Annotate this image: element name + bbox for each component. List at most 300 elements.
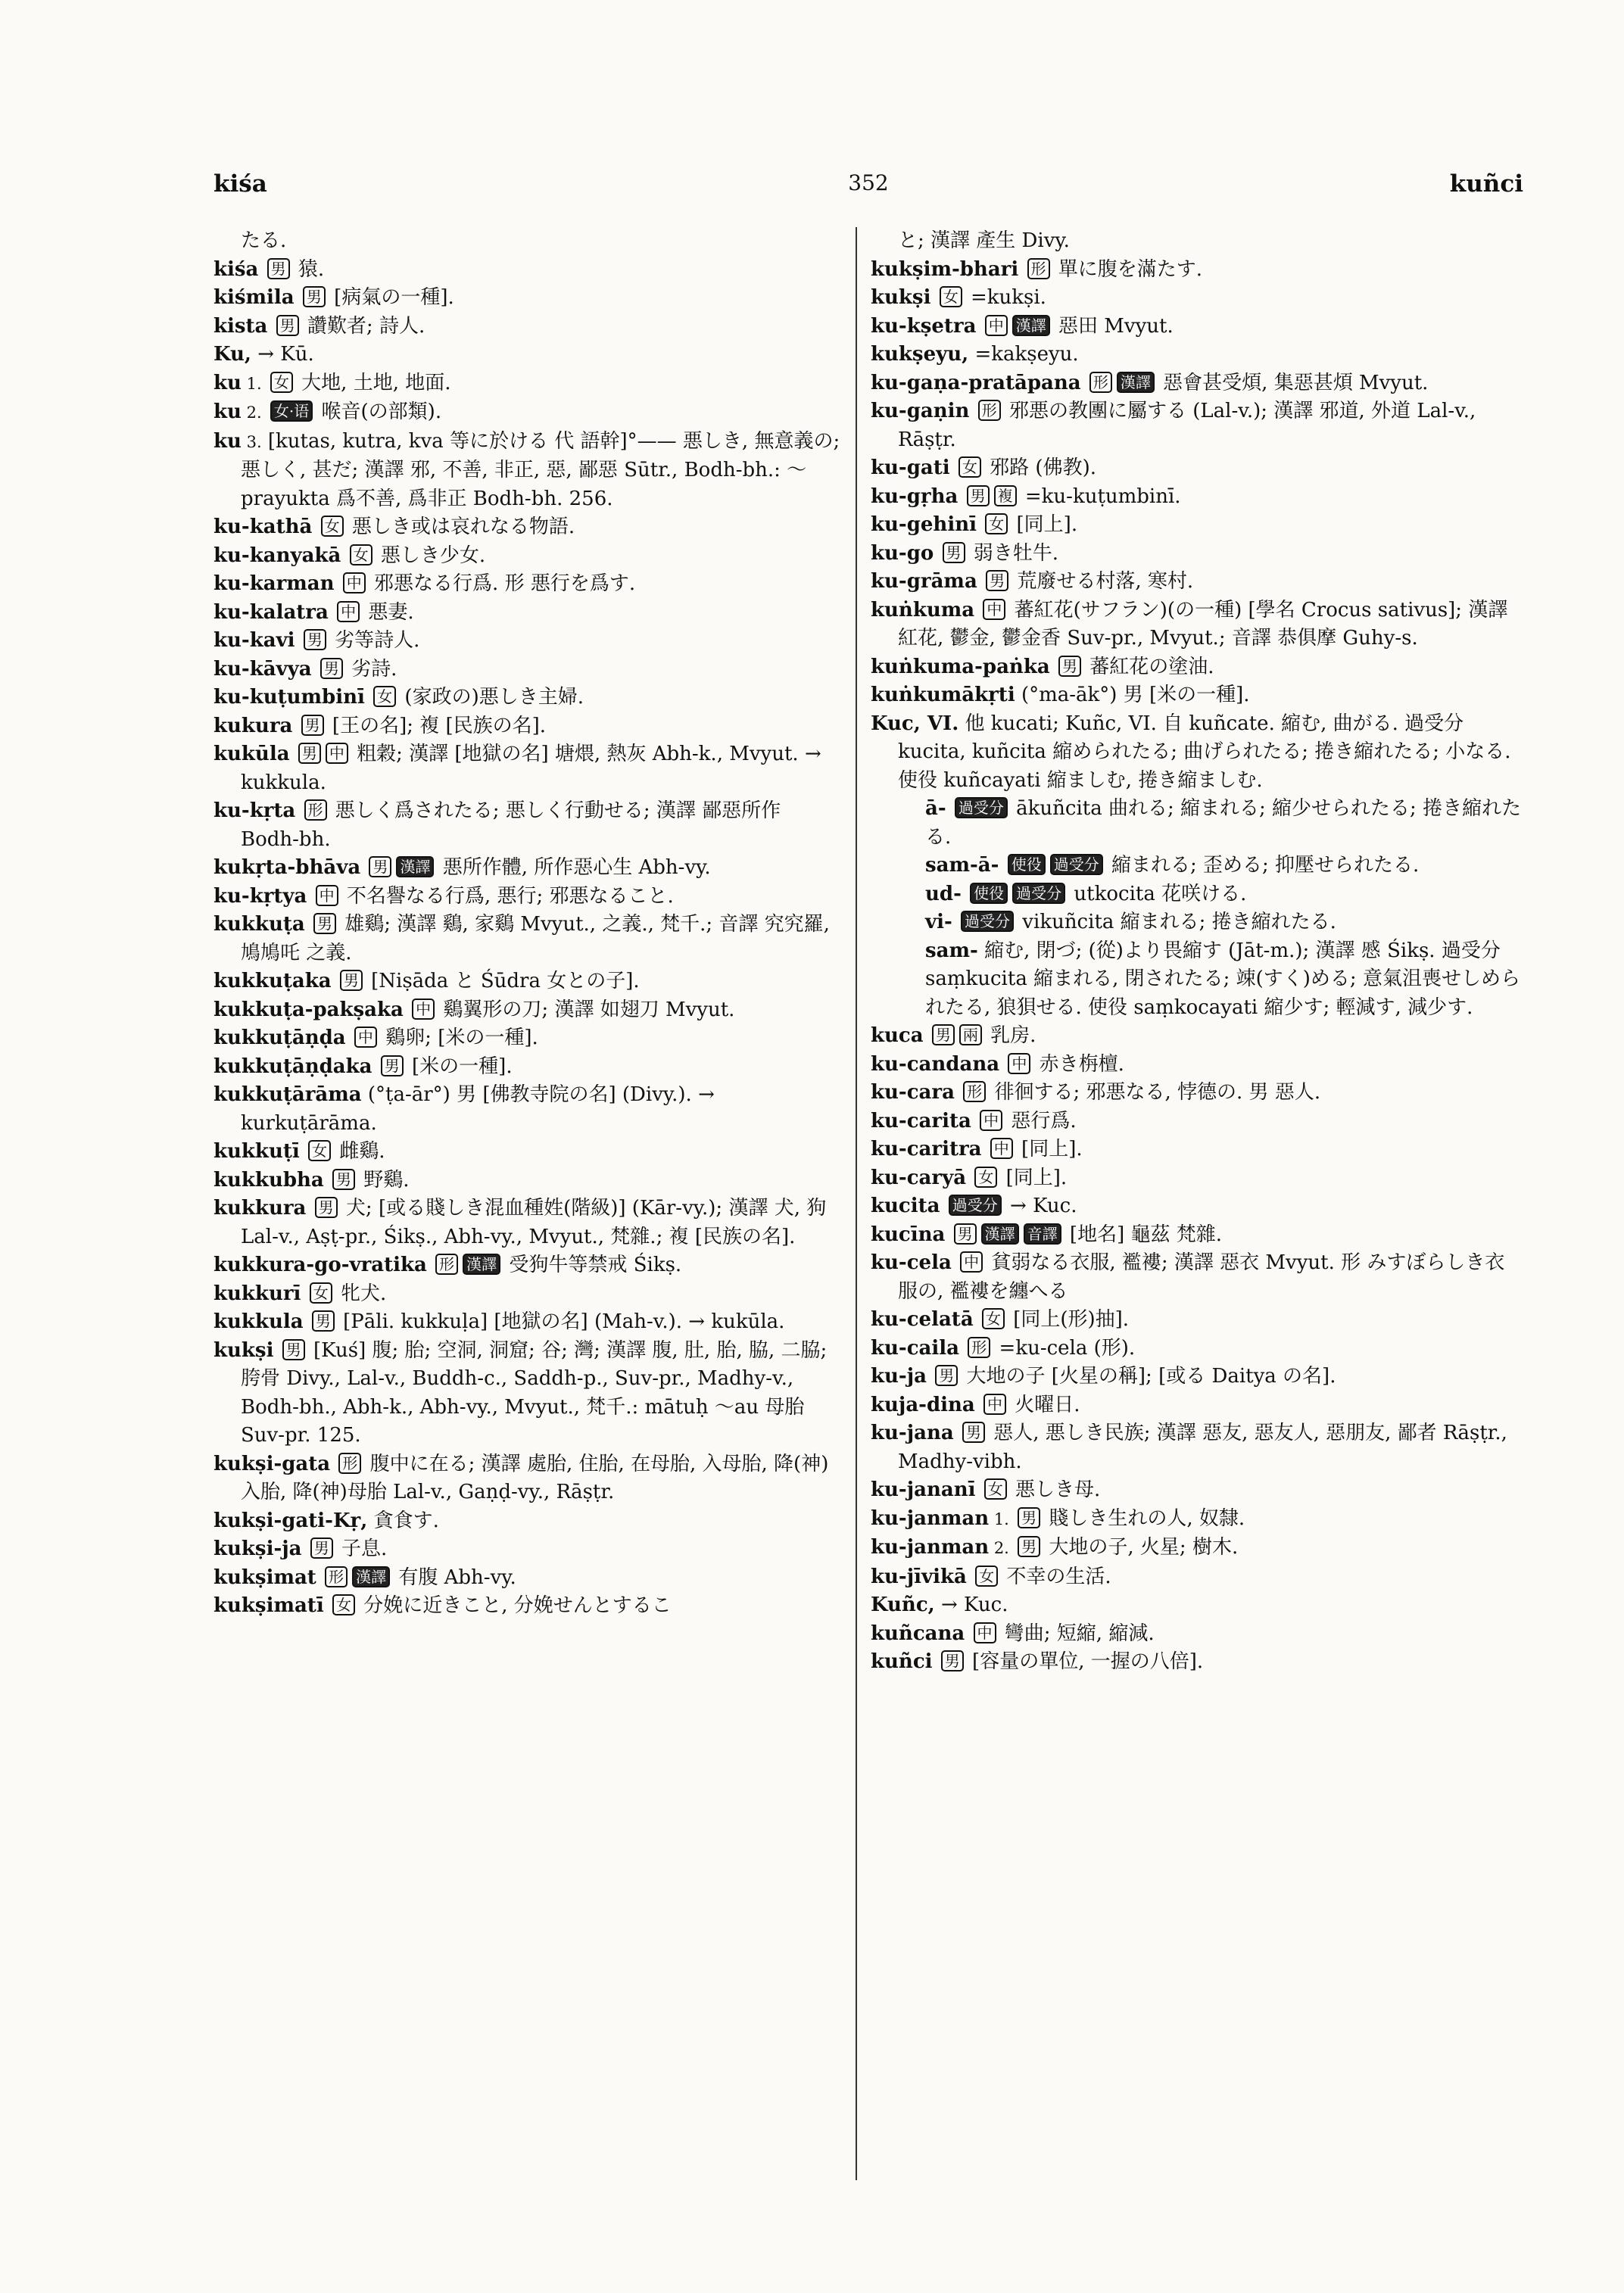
dictionary-entry <box>214 1053 842 1082</box>
dictionary-entry <box>871 1419 1522 1476</box>
dictionary-entry <box>214 1450 842 1507</box>
grammar-tag: 男 <box>1018 1536 1040 1557</box>
headword: ku-gaṇa-pratāpana <box>871 371 1081 394</box>
grammar-tag: 女·语 <box>270 400 313 422</box>
grammar-tag: 男 <box>276 315 299 336</box>
definition: 子息. <box>335 1537 388 1560</box>
definition: [王の名]; 複 [民族の名]. <box>326 714 547 737</box>
dictionary-entry <box>871 908 1522 937</box>
grammar-tag: 使役 <box>1008 854 1046 875</box>
dictionary-entry <box>871 284 1522 313</box>
grammar-tag: 男 <box>282 1339 305 1360</box>
grammar-tag: 男 <box>932 1024 955 1045</box>
definition: 犬; [或る賤しき混血種姓(階級)] (Kār-vy.); 漢譯 犬, 狗 Lal-v., Aṣṭ-pr., Śikṣ., Abh-vy., Mvyut., 梵雜.; 複 [民族の名]. <box>241 1197 827 1248</box>
dictionary-entry <box>871 227 1522 256</box>
definition: 牝犬. <box>334 1282 387 1305</box>
dictionary-entry <box>871 397 1522 454</box>
grammar-tag: 男 <box>332 1169 355 1190</box>
dictionary-entry <box>214 854 842 883</box>
headword: ku-cela <box>871 1251 952 1274</box>
definition: 有腹 Abh-vy. <box>392 1566 516 1589</box>
dictionary-entry <box>214 599 842 628</box>
grammar-tag: 男 <box>313 913 336 934</box>
grammar-tag: 男 <box>369 856 391 877</box>
definition: =kakṣeyu. <box>974 343 1079 366</box>
dictionary-entry <box>214 542 842 571</box>
headword: kukkuṭāṇḍaka <box>214 1055 372 1078</box>
headword: kukura <box>214 714 293 737</box>
dictionary-entry <box>871 568 1522 597</box>
definition: 惡田 Mvyut. <box>1052 314 1174 338</box>
dictionary-entry <box>214 369 842 399</box>
headword: kuñci <box>871 1650 933 1673</box>
dictionary-entry <box>871 540 1522 569</box>
headword: kukkuṭa <box>214 913 305 936</box>
headword: kukṛta-bhāva <box>214 856 361 879</box>
grammar-tag: 男 <box>381 1055 404 1076</box>
definition: 惡會甚受煩, 集惡甚煩 Mvyut. <box>1156 371 1429 394</box>
grammar-tag: 形 <box>968 1337 990 1358</box>
running-head-left: kiśa <box>214 170 267 198</box>
dictionary-entry <box>871 1363 1522 1391</box>
headword: kukṣi-ja <box>214 1537 302 1560</box>
headword: ku-grāma <box>871 570 977 593</box>
dictionary-entry <box>214 398 842 428</box>
grammar-tag: 中 <box>974 1622 996 1643</box>
grammar-tag: 女 <box>984 1478 1007 1500</box>
definition: vikuñcita 縮まれる; 捲き縮れたる. <box>1016 911 1336 933</box>
dictionary-entry <box>214 1535 842 1564</box>
grammar-tag: 男 <box>986 570 1008 591</box>
dictionary-entry <box>871 852 1522 880</box>
definition: 不名譽なる行爲, 悪行; 邪悪なること. <box>340 884 674 908</box>
headword: ku-kṣetra <box>871 314 977 338</box>
dictionary-entry <box>214 1024 842 1053</box>
grammar-tag: 男 <box>1018 1507 1040 1528</box>
definition: [kutas, kutra, kva 等に於ける 代 語幹]°—— 悪しき, 無意義の; 悪しく, 甚だ; 漢譯 邪, 不善, 非正, 惡, 鄙惡 Sūtr., Bodh-bh.: 〜prayukta 爲不善, 爲非正 Bodh-bh. 256. <box>241 429 840 510</box>
grammar-tag: 形 <box>325 1566 348 1587</box>
grammar-tag: 形 <box>1089 372 1112 393</box>
grammar-tag: 中 <box>412 999 435 1020</box>
headword: ku-gṛha <box>871 484 959 508</box>
definition: 乳房. <box>983 1024 1036 1047</box>
dictionary-entry <box>871 1164 1522 1193</box>
dictionary-entry <box>871 1620 1522 1649</box>
grammar-tag: 女 <box>350 544 372 565</box>
headword: kuṅkuma-paṅka <box>871 655 1050 678</box>
grammar-tag: 男 <box>340 970 363 991</box>
headword: ku-kathā <box>214 516 313 538</box>
headword: ku-candana <box>871 1052 1000 1076</box>
headword: kukūla <box>214 743 290 765</box>
grammar-tag: 女 <box>985 513 1008 534</box>
entry-continuation: たる. <box>241 229 287 252</box>
dictionary-entry <box>214 967 842 996</box>
headword: kuṅkumākṛti <box>871 684 1015 706</box>
dictionary-entry <box>871 369 1522 398</box>
grammar-tag: 女 <box>975 1566 998 1587</box>
headword: kukṣimatī <box>214 1594 324 1617</box>
dictionary-entry <box>871 313 1522 341</box>
definition: 他 kucati; Kuñc, VI. 自 kuñcate. 縮む, 曲がる. 過受分 kucita, kuñcita 縮められたる; 曲げられたる; 捲き縮れたる; 小なる. 使役 kuñcayati 縮ましむ, 捲き縮ましむ. <box>898 712 1511 792</box>
grammar-tag: 中 <box>983 599 1005 620</box>
definition: 讚歎者; 詩人. <box>301 314 425 338</box>
page-number: 352 <box>848 170 889 195</box>
headword: kuja-dina <box>871 1393 975 1416</box>
headword: ku-kāvya <box>214 657 312 681</box>
headword: kukkula <box>214 1310 304 1333</box>
headword: kista <box>214 314 268 338</box>
definition: 惡行爲. <box>1005 1109 1077 1132</box>
dictionary-entry <box>871 795 1522 852</box>
definition: 邪悪の教團に屬する (Lal-v.); 漢譯 邪道, 外道 Lal-v., Rāṣṭr. <box>898 400 1476 451</box>
definition: [米の一種]. <box>405 1055 513 1078</box>
dictionary-entry <box>871 653 1522 682</box>
dictionary-entry <box>871 1079 1522 1108</box>
definition: 雌鷄. <box>333 1140 385 1163</box>
grammar-tag: 中 <box>337 601 360 622</box>
dictionary-entry <box>871 511 1522 540</box>
dictionary-entry <box>214 428 842 514</box>
definition: 雄鷄; 漢譯 鷄, 家鷄 Mvyut., 之義., 梵千.; 音譯 究究羅, 鳩鳩吒 之義. <box>241 913 830 964</box>
entry-continuation: と; 漢譯 產生 Divy. <box>898 229 1070 252</box>
dictionary-entry <box>871 454 1522 483</box>
dictionary-entry <box>871 1108 1522 1136</box>
dictionary-entry <box>214 1592 842 1621</box>
dictionary-entry <box>214 570 842 599</box>
grammar-tag: 兩 <box>959 1024 982 1045</box>
dictionary-entry <box>871 1563 1522 1592</box>
grammar-tag: 女 <box>373 686 396 707</box>
definition: [Kuś] 腹; 胎; 空洞, 洞窟; 谷; 灣; 漢譯 腹, 肚, 胎, 脇, 二脇; 胯骨 Divy., Lal-v., Buddh-c., Saddh-p., Suv-pr., Madhy-v., Bodh-bh., Abh-k., Abh-vy., Mvyut., 梵千.: mātuḥ 〜au 母胎 Suv-pr. 125. <box>241 1338 828 1447</box>
grammar-tag: 男 <box>954 1223 977 1245</box>
grammar-tag: 女 <box>270 372 293 393</box>
dictionary-entry <box>214 313 842 341</box>
grammar-tag: 男 <box>320 658 343 679</box>
headword: kuṅkuma <box>871 598 975 622</box>
definition: 火曜日. <box>1008 1393 1080 1416</box>
dictionary-entry <box>871 256 1522 285</box>
grammar-tag: 中 <box>980 1110 1002 1131</box>
definition: 悪しき少女. <box>374 544 486 567</box>
definition: =ku-kuṭumbinī. <box>1018 484 1181 508</box>
dictionary-entry <box>214 712 842 741</box>
dictionary-entry <box>214 1337 842 1450</box>
definition: (家政の)悪しき主婦. <box>398 686 584 709</box>
grammar-tag: 中 <box>354 1027 377 1048</box>
headword: kiśmila <box>214 286 295 309</box>
headword: kukṣi <box>871 286 931 309</box>
grammar-tag: 音譯 <box>1024 1223 1061 1245</box>
headword: kukṣi-gati-Kṛ, <box>214 1509 368 1532</box>
headword: ku-carita <box>871 1109 971 1132</box>
definition: 悪しく爲されたる; 悪しく行動せる; 漢譯 鄙惡所作 Bodh-bh. <box>241 799 781 851</box>
dictionary-entry <box>871 1505 1522 1534</box>
grammar-tag: 過受分 <box>955 797 1008 818</box>
grammar-tag: 中 <box>326 743 348 764</box>
dictionary-entry <box>871 880 1522 909</box>
grammar-tag: 女 <box>321 516 344 537</box>
headword: ku-karman <box>214 572 335 595</box>
grammar-tag: 過受分 <box>961 911 1014 932</box>
homonym-number: 1. <box>241 374 262 393</box>
definition: 喉音(の部類). <box>315 400 442 423</box>
dictionary-entry <box>214 227 842 256</box>
grammar-tag: 男 <box>310 1537 333 1559</box>
headword: kukkuṭī <box>214 1140 300 1163</box>
definition: 悪所作體, 所作惡心生 Abh-vy. <box>436 856 711 879</box>
headword: vi- <box>925 911 952 933</box>
homonym-number: 2. <box>241 403 262 422</box>
dictionary-entry <box>214 284 842 313</box>
grammar-tag: 中 <box>985 315 1008 336</box>
definition: =ku-cela (形). <box>993 1336 1136 1360</box>
grammar-tag: 過受分 <box>949 1195 1002 1216</box>
dictionary-entry <box>214 996 842 1025</box>
grammar-tag: 女 <box>308 1140 331 1161</box>
dictionary-entry <box>214 1167 842 1195</box>
headword: ā- <box>925 797 946 820</box>
grammar-tag: 男 <box>298 743 321 764</box>
right-column <box>871 227 1522 2226</box>
dictionary-entry <box>214 684 842 712</box>
definition: [同上]. <box>999 1166 1068 1189</box>
headword: sam-ā- <box>925 854 999 877</box>
grammar-tag: 漢譯 <box>396 856 434 877</box>
dictionary-entry <box>871 1534 1522 1563</box>
headword: kukṣi-gata <box>214 1452 331 1475</box>
grammar-tag: 男 <box>312 1310 335 1332</box>
headword: ud- <box>925 882 962 905</box>
definition: 惡人, 悪しき民族; 漢譯 惡友, 惡友人, 惡朋友, 鄙者 Rāṣṭr., Madhy-vibh. <box>898 1422 1507 1473</box>
headword: kiśa <box>214 257 259 281</box>
grammar-tag: 男 <box>935 1365 958 1386</box>
dictionary-entry <box>214 1251 842 1280</box>
definition: 荒廢せる村落, 寒村. <box>1011 570 1194 593</box>
grammar-tag: 男 <box>315 1197 338 1218</box>
headword: ku <box>214 371 242 394</box>
headword: ku-jana <box>871 1422 954 1444</box>
definition: 貪食す. <box>373 1509 439 1532</box>
headword: ku <box>214 400 242 423</box>
definition: [同上]. <box>1015 1138 1083 1161</box>
dictionary-entry <box>214 341 842 369</box>
dictionary-entry <box>214 513 842 542</box>
column-divider <box>856 227 857 2180</box>
dictionary-entry <box>871 1476 1522 1505</box>
definition: utkocita 花咲ける. <box>1068 882 1247 905</box>
headword: ku-caila <box>871 1336 959 1360</box>
running-head-right: kuñci <box>1449 170 1523 198</box>
page-header <box>214 170 1523 208</box>
headword: kukṣeyu, <box>871 343 969 366</box>
definition: (°ma-āk°) 男 [米の一種]. <box>1021 684 1250 706</box>
dictionary-entry <box>871 1022 1522 1051</box>
dictionary-entry <box>214 911 842 967</box>
headword: Ku, <box>214 343 251 366</box>
grammar-tag: 女 <box>310 1282 332 1304</box>
definition: → Kū. <box>257 343 314 366</box>
headword: ku-kṛta <box>214 799 296 822</box>
grammar-tag: 複 <box>994 485 1017 506</box>
definition: 縮む, 閉づ; (從)より畏縮す (Jāt-m.); 漢譯 慼 Śikṣ. 過受分 saṃkucita 縮まれる, 閉されたる; 竦(すく)める; 意氣沮喪せしめられたる, 狼狽せる. 使役 saṃkocayati 縮少す; 輕減す, 減少す. <box>925 939 1520 1019</box>
dictionary-entry <box>871 710 1522 796</box>
definition: 鷄卵; [米の一種]. <box>379 1027 538 1049</box>
grammar-tag: 女 <box>959 456 981 478</box>
definition: 粗穀; 漢譯 [地獄の名] 塘煨, 熱灰 Abh-k., Mvyut. → kukkula. <box>241 743 821 794</box>
grammar-tag: 使役 <box>970 883 1008 904</box>
grammar-tag: 女 <box>982 1308 1005 1329</box>
definition: 縮まれる; 歪める; 抑壓せられたる. <box>1105 854 1420 877</box>
dictionary-entry <box>214 1308 842 1337</box>
definition: 大地の子 [火星の稱]; [或る Daitya の名]. <box>960 1365 1336 1388</box>
dictionary-entry <box>214 1507 842 1536</box>
definition: → Kuc. <box>940 1594 1008 1616</box>
definition: 蕃紅花の塗油. <box>1083 655 1214 678</box>
headword: kuñcana <box>871 1622 965 1645</box>
headword: ku-go <box>871 541 934 565</box>
grammar-tag: 形 <box>304 799 327 821</box>
definition: 悪しき母. <box>1008 1478 1101 1501</box>
definition: 野鷄. <box>357 1168 410 1192</box>
dictionary-entry <box>871 1591 1522 1620</box>
grammar-tag: 男 <box>943 542 965 563</box>
definition: [病氣の一種]. <box>327 286 454 309</box>
grammar-tag: 男 <box>967 485 990 506</box>
grammar-tag: 過受分 <box>1012 883 1065 904</box>
grammar-tag: 漢譯 <box>352 1566 390 1587</box>
headword: ku-gaṇin <box>871 400 970 422</box>
headword: ku-kuṭumbinī <box>214 686 365 709</box>
headword: sam- <box>925 939 978 962</box>
dictionary-entry <box>871 1335 1522 1363</box>
definition: 鷄翼形の刀; 漢譯 如翅刀 Mvyut. <box>437 998 735 1021</box>
definition: [地名] 龜茲 梵雜. <box>1063 1223 1223 1246</box>
definition: 猿. <box>291 257 325 281</box>
homonym-number: 1. <box>989 1509 1009 1528</box>
headword: ku-kavi <box>214 629 295 652</box>
headword: ku-kalatra <box>214 600 329 624</box>
grammar-tag: 女 <box>940 286 962 307</box>
grammar-tag: 形 <box>338 1453 361 1474</box>
headword: ku-cara <box>871 1081 955 1104</box>
grammar-tag: 中 <box>1008 1053 1030 1074</box>
definition: [Niṣāda と Śūdra 女との子]. <box>364 970 640 992</box>
headword: ku-gehinī <box>871 513 977 536</box>
grammar-tag: 男 <box>962 1422 985 1443</box>
dictionary-entry <box>214 1138 842 1167</box>
definition: 劣詩. <box>344 657 397 681</box>
dictionary-entry <box>871 597 1522 653</box>
headword: ku-jananī <box>871 1478 976 1501</box>
definition: 劣等詩人. <box>328 629 420 652</box>
definition: [同上]. <box>1010 513 1078 536</box>
headword: kukkuṭa-pakṣaka <box>214 998 404 1021</box>
definition: 彎曲; 短縮, 縮減. <box>998 1622 1155 1645</box>
grammar-tag: 男 <box>301 715 324 736</box>
dictionary-entry <box>214 1195 842 1251</box>
grammar-tag: 漢譯 <box>1012 315 1050 336</box>
definition: 悪しき或は哀れなる物語. <box>345 516 575 538</box>
headword: Kuñc, <box>871 1594 935 1616</box>
headword: kukṣi <box>214 1338 274 1362</box>
headword: ku-caritra <box>871 1138 982 1161</box>
definition: 邪悪なる行爲. 形 悪行を爲す. <box>367 572 636 595</box>
headword: kucīna <box>871 1223 946 1246</box>
dictionary-entry <box>214 656 842 684</box>
definition: ākuñcita 曲れる; 縮まれる; 縮少せられたる; 捲き縮れたる. <box>925 797 1522 849</box>
definition: [容量の單位, 一握の八倍]. <box>965 1650 1204 1673</box>
headword: kukkuṭāṇḍa <box>214 1027 346 1049</box>
dictionary-entry <box>871 1391 1522 1420</box>
definition: 赤き栴檀. <box>1033 1052 1124 1076</box>
definition: 邪路 (佛教). <box>983 456 1096 479</box>
dictionary-entry <box>871 1306 1522 1335</box>
definition: [同上(形)抽]. <box>1006 1308 1130 1331</box>
dictionary-entry <box>871 341 1522 369</box>
dictionary-entry <box>214 1081 842 1138</box>
dictionary-entry <box>871 1648 1522 1677</box>
grammar-tag: 女 <box>974 1167 997 1188</box>
headword: ku-janman <box>871 1506 990 1530</box>
dictionary-entry <box>871 937 1522 1023</box>
left-column <box>214 227 842 2226</box>
definition: 大地, 土地, 地面. <box>295 371 451 394</box>
dictionary-entry <box>871 483 1522 512</box>
headword: ku-kanyakā <box>214 544 341 567</box>
headword: kukkurī <box>214 1282 301 1305</box>
grammar-tag: 中 <box>990 1138 1013 1159</box>
definition: 徘徊する; 邪悪なる, 悖德の. 男 惡人. <box>988 1081 1321 1104</box>
grammar-tag: 漢譯 <box>463 1254 500 1275</box>
homonym-number: 2. <box>989 1539 1009 1557</box>
headword: kucita <box>871 1195 940 1217</box>
headword: ku-janman <box>871 1536 990 1559</box>
dictionary-entry <box>214 1280 842 1309</box>
grammar-tag: 男 <box>304 629 326 650</box>
definition: =kukṣi. <box>964 286 1046 309</box>
headword: ku-caryā <box>871 1166 967 1189</box>
dictionary-entry <box>871 681 1522 710</box>
definition: 弱き牡牛. <box>967 541 1059 565</box>
grammar-tag: 男 <box>303 286 326 307</box>
headword: ku-ja <box>871 1365 927 1388</box>
headword: kukkuṭārāma <box>214 1083 362 1106</box>
headword: kuca <box>871 1024 924 1047</box>
grammar-tag: 漢譯 <box>981 1223 1019 1245</box>
definition: [Pāli. kukkuḷa] [地獄の名] (Mah-v.). → kukūla. <box>336 1310 785 1333</box>
dictionary-entry <box>871 1051 1522 1080</box>
dictionary-entry <box>214 256 842 285</box>
dictionary-entry <box>214 1564 842 1593</box>
dictionary-entry <box>871 1192 1522 1221</box>
dictionary-entry <box>871 1221 1522 1250</box>
headword: ku-jīvikā <box>871 1565 967 1588</box>
grammar-tag: 過受分 <box>1050 854 1103 875</box>
grammar-tag: 形 <box>435 1254 458 1275</box>
dictionary-entry <box>871 1249 1522 1306</box>
dictionary-entry <box>214 627 842 656</box>
dictionary-entry <box>214 740 842 797</box>
grammar-tag: 形 <box>978 400 1001 421</box>
dictionary-entry <box>214 883 842 911</box>
headword: kukṣim-bhari <box>871 257 1019 281</box>
definition: 悪妻. <box>362 600 414 624</box>
grammar-tag: 男 <box>941 1650 964 1671</box>
definition: 受狗牛等禁戒 Śikṣ. <box>503 1254 682 1276</box>
definition: 單に腹を滿たす. <box>1052 257 1203 281</box>
grammar-tag: 漢譯 <box>1117 372 1155 393</box>
